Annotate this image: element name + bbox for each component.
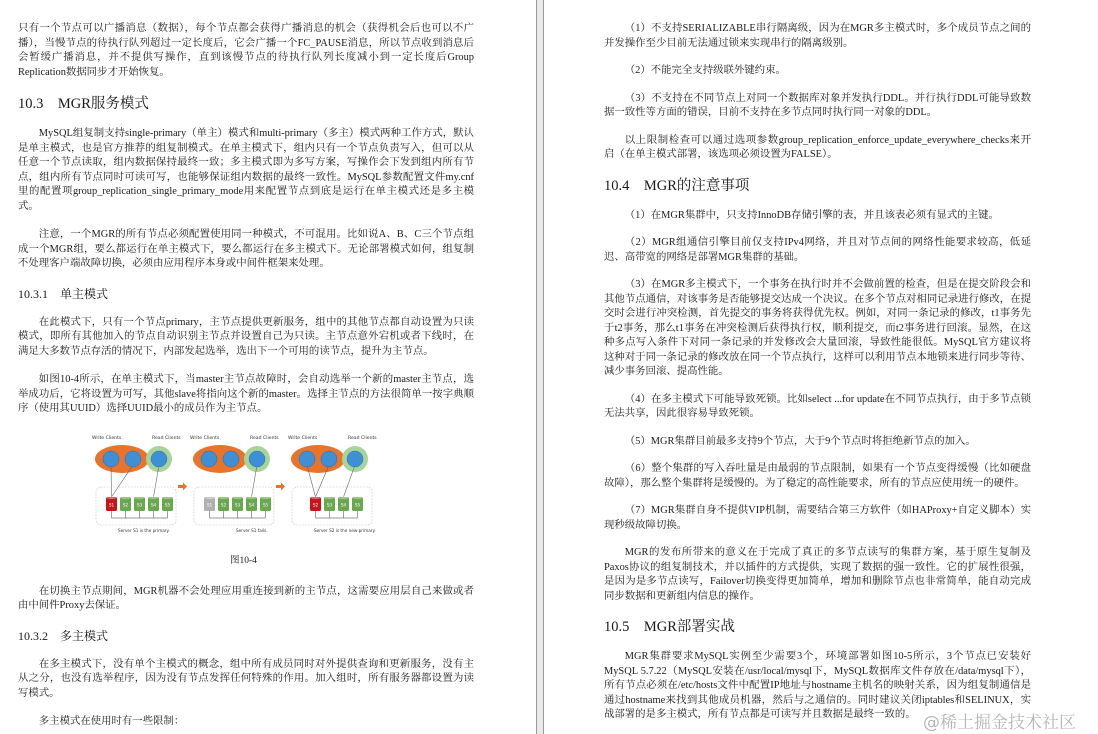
server-top	[204, 495, 215, 498]
note-7: （7）MGR集群自身不提供VIP机制，需要结合第三方软件（如HAProxy+自定义脚本）实现秒级故障切换。	[604, 505, 1031, 531]
note-4: （4）在多主模式下可能导致死锁。比如select ...for update在不同节点执行，由于多节点锁无法共享，因此很容易导致死锁。	[604, 393, 1031, 419]
limit-2: （2）不能完全支持级联外键约束。	[624, 65, 786, 76]
paragraph-intro: 只有一个节点可以广播消息（数据），每个节点都会获得广播消息的机会（获得机会后也可以不广播），当慢节点的待执行队列超过一定长度后，它会广播一个FC_PAUSE消息，所以节点收到消息后会暂缓广播消息，并不提供写操作，直到该慢节点的待执行队列长度减小到一定长度后Group Replication数据同步才开始恢复。	[18, 23, 474, 78]
paragraph-multi-primary: 在多主模式下，没有单个主模式的概念，组中所有成员同时对外提供查询和更新服务，没有主从之分，也没有选举程序，因为没有节点发挥任何特殊的作用。加入组时，所有服务器都设置为读写模式。	[18, 658, 474, 699]
server-label: S5	[164, 502, 171, 507]
paragraph-limits-intro: 多主模式在使用时有一些限制：	[38, 716, 185, 727]
limit-1: （1）不支持SERIALIZABLE串行隔离级，因为在MGR多主模式时，多个成员节点之间的并发操作至少目前无法通过锁来实现串行的隔离级别。	[604, 23, 1031, 49]
read-clients-label: Read Clients	[250, 435, 279, 441]
watermark: @稀土掘金技术社区	[923, 713, 1076, 733]
note-6: （6）整个集群的写入吞吐量是由最弱的节点限制，如果有一个节点变得缓慢（比如硬盘故障），那么整个集群将是缓慢的。为了稳定的高性能要求，所有的节点应使用统一的硬件。	[604, 463, 1031, 489]
server-label: S3	[136, 502, 143, 507]
server-label: S5	[354, 502, 361, 507]
paragraph-figure-reference: 如图10-4所示，在单主模式下，当master主节点故障时，会自动选举一个新的master主节点，选举成功后，它将设置为可写，其他slave将指向这个新的master。选择主节点的方法很简单一按字典顺序（使用其UUID）选择UUID最小的成员作为主节点。	[18, 374, 474, 414]
figure-caption: 图10-4	[230, 555, 257, 566]
client-node	[249, 451, 265, 467]
heading-10-5: 10.5 MGR部署实战	[604, 619, 735, 635]
server-top	[120, 495, 131, 498]
figure-10-4	[18, 431, 474, 535]
paragraph-note: 注意，一个MGR的所有节点必须配置使用同一种模式，不可混用。比如说A、B、C三个节点组成一个MGR组，要么都运行在单主模式下，要么都运行在多主模式下。无论部署模式如何，组复制不处理客户端故障切换，必须由应用程序本身或中间件框架来处理。	[18, 229, 474, 269]
paragraph-deploy: MGR集群要求MySQL实例至少需要3个，环境部署如图10-5所示，3个节点已安装好MySQL 5.7.22（MySQL安装在/usr/local/mysql下，MySQL数据库文件存放在/data/mysql下），所有节点必须在/etc/hosts文件中配置IP地址与hostname主机名的映射关系，因为组复制通信是通过hostname来找到其他成员机器，然后与之通信的。同时建议关闭iptables和SELINUX，实战部署的是多主模式，所有节点都是可读写并且数据是最终一致的。	[604, 651, 1031, 720]
server-top	[148, 495, 159, 498]
server-label: S2	[220, 502, 227, 507]
heading-10-4: 10.4 MGR的注意事项	[604, 177, 750, 194]
server-top	[310, 495, 321, 498]
client-node	[103, 451, 119, 467]
paragraph-single-primary: 在此模式下，只有一个节点primary，主节点提供更新服务，组中的其他节点都自动设置为只读模式，即所有其他加入的节点自动识别主节点并设置自己为只读。主节点意外宕机或者下线时，在满足大多数节点存活的情况下，内部发起选举，选出下一个可用的读节点，提升为主节点。	[18, 316, 474, 357]
server-top	[232, 495, 243, 498]
server-label: S3	[326, 502, 333, 507]
client-node	[321, 451, 337, 467]
note-3: （3）在MGR多主模式下，一个事务在执行时并不会做前置的检查，但是在提交阶段会和其他节点通信，对该事务是否能够提交达成一个决议。在多个节点对相同记录进行修改，在提交时会进行冲突检测，首先提交的事务将获得优先权。例如，对同一条记录的修改，t1事务先于t2事务，那么t1事务在冲突检测后获得执行权，顺利提交，而t2事务进行回滚。显然，在这种多点写入条件下对同一条记录的并发修改会大量回滚，导致性能很低。MySQL官方建议将这种对于同一条记录的修改放在同一个节点执行，这样可以利用节点本地锁来进行同步等待、减少事务回滚、提高性能。	[604, 279, 1031, 377]
server-top	[338, 495, 349, 498]
note-2: （2）MGR组通信引擎目前仅支持IPv4网络，并且对节点间的网络性能要求较高，低延迟、高带宽的网络是部署MGR集群的基础。	[604, 237, 1031, 263]
server-label: S2	[122, 502, 129, 507]
server-top	[218, 495, 229, 498]
client-node	[223, 451, 239, 467]
right-page	[543, 0, 1098, 734]
server-top	[134, 495, 145, 498]
server-top	[260, 495, 271, 498]
server-label: S1	[108, 502, 115, 507]
server-label: S3	[234, 502, 241, 507]
panel-caption: Server S2 is the new primary.	[314, 527, 376, 533]
paragraph-switch: 在切换主节点期间，MGR机器不会处理应用重连接到新的主节点，这需要应用层自己来做或者由中间件Proxy去保证。	[18, 585, 474, 611]
read-clients-label: Read Clients	[348, 435, 377, 441]
arrow-icon	[178, 482, 187, 490]
server-top	[106, 495, 117, 498]
write-clients-label: Write Clients	[92, 435, 122, 441]
note-5: （5）MGR集群目前最多支持9个节点，大于9个节点时将拒绝新节点的加入。	[624, 435, 976, 447]
server-top	[352, 495, 363, 498]
arrow-icon	[276, 482, 285, 490]
heading-10-3-1: 10.3.1 单主模式	[18, 286, 109, 301]
panel-caption: Server S1 is the primary.	[118, 527, 170, 533]
write-clients-label: Write Clients	[288, 435, 318, 441]
server-label: S4	[150, 502, 157, 507]
paragraph-modes: MySQL组复制支持single-primary（单主）模式和multi-primary（多主）模式两种工作方式，默认是单主模式，也是官方推荐的组复制模式。在单主模式下，组内只有一个节点负责写入，但可以从任意一个节点读取，组内数据保持最终一致；多主模式即为多写方案，写操作会下发到组内所有节点，组内所有节点同时可读可写，也能够保证组内数据的最终一致性。MySQL参数配置文件my.cnf里的配置项group_replication_single_primary_mode用来配置节点到底是运行在单主模式还是多主模式。	[18, 128, 474, 212]
server-label: S2	[312, 502, 319, 507]
client-node	[347, 451, 363, 467]
client-node	[151, 451, 167, 467]
heading-10-3: 10.3 MGR服务模式	[18, 96, 149, 112]
server-label: S5	[262, 502, 269, 507]
paragraph-meaning: MGR的发布所带来的意义在于完成了真正的多节点读写的集群方案，基于原生复制及Paxos协议的组复制技术，并以插件的方式提供，实现了数据的强一致性。它的扩展性很强，是因为是多节点读写，Failover切换变得更加简单，增加和删除节点也非常简单，能自动完成同步数据和更新组内信息的操作。	[604, 547, 1031, 602]
client-node	[125, 451, 141, 467]
server-label: S4	[248, 502, 255, 507]
server-label: S4	[340, 502, 347, 507]
left-page	[0, 0, 537, 734]
server-label: S1	[206, 502, 213, 507]
write-clients-label: Write Clients	[190, 435, 220, 441]
server-top	[162, 495, 173, 498]
limit-3: （3）不支持在不同节点上对同一个数据库对象并发执行DDL。并行执行DDL可能导致数据一致性等方面的错误，目前不支持在多节点同时执行同一对象的DDL。	[604, 92, 1031, 118]
panel-caption: Server S1 fails.	[236, 527, 268, 533]
client-node	[299, 451, 315, 467]
server-top	[324, 495, 335, 498]
heading-10-3-2: 10.3.2 多主模式	[18, 628, 109, 643]
server-top	[246, 495, 257, 498]
note-1: （1）在MGR集群中，只支持InnoDB存储引擎的表，并且该表必须有显式的主键。	[624, 209, 999, 221]
figure-10-4-diagram	[88, 431, 388, 535]
client-node	[201, 451, 217, 467]
read-clients-label: Read Clients	[152, 435, 181, 441]
paragraph-checks: 以上限制检查可以通过选项参数group_replication_enforce_update_everywhere_checks来开启（在单主模式部署，该选项必须设置为FALSE）。	[604, 134, 1031, 160]
